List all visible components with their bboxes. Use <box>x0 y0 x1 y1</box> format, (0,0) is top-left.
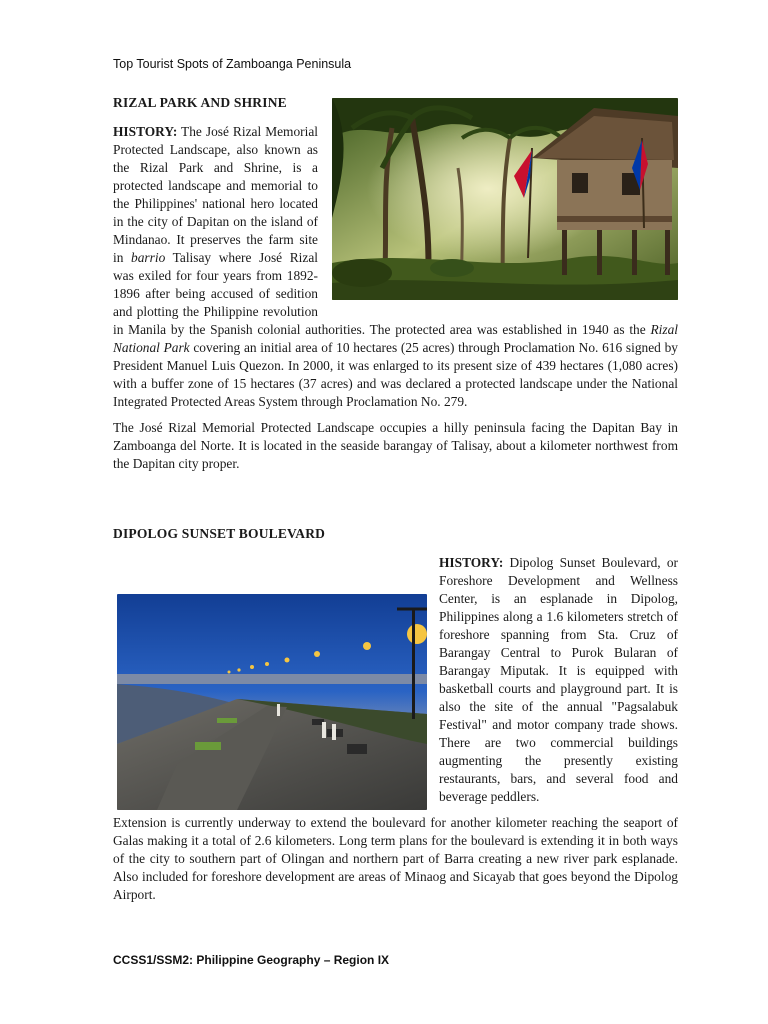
rizal-history-label: HISTORY: <box>113 124 178 139</box>
dipolog-heading: DIPOLOG SUNSET BOULEVARD <box>113 526 326 541</box>
dipolog-history-paragraph: HISTORY: Dipolog Sunset Boulevard, or Foreshore Development and Wellness Center, is an esplanade in Dipolog, Philippines along a 1.6 kilometers stretch of foreshore spanning from Sta. Cruz of Barangay Central to Purok Bularan of Barangay Miputak. It is equipped with basketball courts and playground part. It is also the site of the annual "Pagsalabuk Festival" and motor company trade shows. There are two commercial buildings augmenting the presently existing restaurants, bars, and several food and beverage peddlers. <box>113 554 678 806</box>
section-rizal-park <box>113 95 678 481</box>
rizal-heading: RIZAL PARK AND SHRINE <box>113 95 287 110</box>
sunset-boulevard-illustration <box>117 594 427 810</box>
dipolog-extension-paragraph: Extension is currently underway to extend the boulevard for another kilometer reaching the seaport of Galas making it a total of 2.6 kilometers. Long term plans for the boulevard is extending it in both ways of the city to southern part of Olingan and northern part of Barra creating a new river park esplanade. Also included for foreshore development are areas of Minaog and Sicayab that goes beyond the Dipolog Airport. <box>113 815 678 902</box>
page-header: Top Tourist Spots of Zamboanga Peninsula <box>113 57 352 71</box>
section-dipolog-boulevard <box>113 526 678 912</box>
rizal-shrine-photo <box>332 98 678 300</box>
rizal-location-paragraph: The José Rizal Memorial Protected Landscape occupies a hilly peninsula facing the Dapitan Bay in Zamboanga del Norte. It is located in the seaside barangay of Talisay, about a kilometer northwest from the Dapitan city proper. <box>113 420 678 471</box>
sunset-boulevard-photo <box>117 594 427 810</box>
page-footer: CCSS1/SSM2: Philippine Geography – Region IX <box>113 953 390 967</box>
rizal-history-paragraph: HISTORY: The José Rizal Memorial Protected Landscape, also known as the Rizal Park and Shrine, is a protected landscape and memorial to the Philippines' national hero located in the city of Dapitan on the island of Mindanao. It preserves the farm site in barrio Talisay where José Rizal was exiled for four years from 1892-1896 after being accused of sedition and plotting the Philippine revolution in Manila by the Spanish colonial authorities. The protected area was established in 1940 as the Rizal National Park covering an initial area of 10 hectares (25 acres) through Proclamation No. 616 signed by President Manuel Luis Quezon. In 2000, it was enlarged to its present size of 439 hectares (1,080 acres) with a buffer zone of 15 hectares (37 acres) and was declared a protected landscape under the National Integrated Protected Areas System through Proclamation No. 279. <box>113 124 678 409</box>
rizal-shrine-illustration <box>332 98 678 300</box>
dipolog-history-label: HISTORY: <box>439 555 504 570</box>
